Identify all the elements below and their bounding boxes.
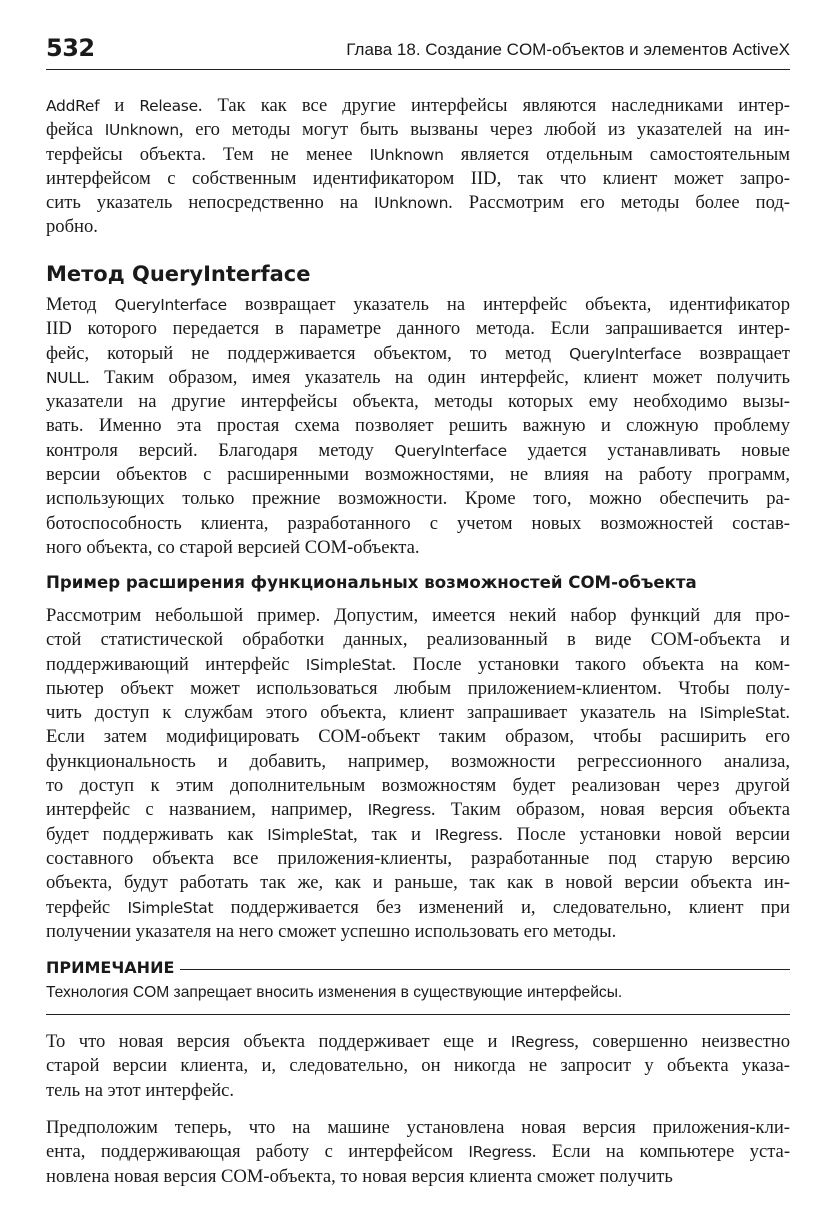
- text-run: и: [99, 95, 140, 116]
- text-run: Рассмотрим небольшой пример. Допустим, имеется некий набор функций для про-: [46, 605, 790, 626]
- page-number: 532: [46, 34, 95, 62]
- text-line: [46, 1030, 790, 1054]
- text-run: Если затем модифицировать COM-объект таким образом, чтобы расширить его: [46, 726, 790, 748]
- text-run: пьютер объект может использоваться любым приложением-клиентом. Чтобы полу-: [46, 677, 790, 699]
- code-identifier: Release: [139, 97, 198, 115]
- text-run: ного объекта, со старой версией COM-объекта.: [46, 536, 420, 558]
- note-text: Технология COM запрещает вносить изменения в существующие интерфейсы.: [46, 984, 623, 1001]
- text-line: [46, 1140, 790, 1164]
- text-run: поддерживающий интерфейс: [46, 653, 306, 675]
- code-identifier: ISimpleStat: [699, 704, 786, 723]
- text-run: . Если на компьютере уста-: [531, 1141, 791, 1163]
- subsection-heading: Пример расширения функциональных возможностей COM-объекта: [46, 573, 697, 592]
- text-run: робно.: [46, 216, 98, 238]
- text-run: контроля версий. Благодаря методу: [46, 439, 395, 461]
- text-line: [46, 1165, 790, 1189]
- text-run: ботоспособность клиента, разработанного с учетом новых возможностей состав-: [46, 512, 790, 534]
- note-box: [46, 958, 790, 1002]
- code-identifier: ISimpleStat: [305, 655, 392, 674]
- text-line: [46, 701, 790, 725]
- text-line: [46, 653, 790, 677]
- text-run: терфейсы объекта. Тем не менее: [46, 143, 370, 165]
- text-line: [46, 191, 790, 215]
- text-run: тель на этот интерфейс.: [46, 1079, 235, 1101]
- text-line: [46, 774, 790, 798]
- text-line: [46, 390, 790, 414]
- text-run: старой версии клиента, и, следовательно, он никогда не запросит у объекта указа-: [46, 1055, 790, 1077]
- text-line: [46, 317, 790, 341]
- text-run: Предположим теперь, что на машине установлена новая версия приложения-кли-: [46, 1117, 790, 1138]
- text-line: [46, 439, 790, 463]
- text-run: фейс, который не поддерживается объектом, то метод: [46, 342, 570, 364]
- text-run: вать. Именно эта простая схема позволяет решить важную и сложную проблему: [46, 415, 790, 437]
- final-paragraph-block: [46, 1116, 790, 1189]
- text-line: [46, 366, 790, 390]
- code-identifier: AddRef: [46, 97, 100, 115]
- text-line: [46, 463, 790, 487]
- code-identifier: IRegress: [468, 1143, 532, 1162]
- text-line: [46, 487, 790, 511]
- text-line: [46, 920, 790, 944]
- text-line: [46, 896, 790, 920]
- text-run: объекта, будут работать так же, как и раньше, так как в новой версии объекта ин-: [46, 872, 790, 894]
- text-run: IID которого передается в параметре данного метода. Если запрашивается интер-: [46, 318, 790, 340]
- text-line: [46, 94, 790, 118]
- code-identifier: ISimpleStat: [127, 898, 214, 917]
- text-line: [46, 342, 790, 366]
- text-run: получении указателя на него сможет успешно использовать его методы.: [46, 920, 617, 942]
- text-line: [46, 293, 790, 317]
- text-run: То что новая версия объекта поддерживает еще и: [46, 1031, 511, 1052]
- code-identifier: QueryInterface: [114, 296, 227, 314]
- text-run: фейса: [46, 119, 105, 141]
- text-run: интерфейсом с собственным идентификатором IID, так что клиент может запро-: [46, 167, 790, 189]
- text-line: [46, 512, 790, 536]
- text-run: новлена новая версия COM-объекта, то новая версия клиента сможет получить: [46, 1165, 673, 1187]
- text-run: возвращает указатель на интерфейс объекта, идентификатор: [226, 294, 790, 315]
- text-run: интерфейс с названием, например,: [46, 799, 368, 821]
- text-run: использующих только прежние возможности. Кроме того, можно обеспечить ра-: [46, 488, 790, 510]
- text-line: [46, 118, 790, 142]
- after-note-paragraph: [46, 1030, 790, 1103]
- section-paragraph: [46, 293, 790, 560]
- text-line: [46, 798, 790, 822]
- running-head: Глава 18. Создание COM-объектов и элементов ActiveX: [346, 40, 790, 59]
- text-run: .: [785, 702, 790, 724]
- code-identifier: QueryInterface: [394, 441, 507, 460]
- text-run: версии объектов с расширенными возможностями, не влияя на работу программ,: [46, 464, 790, 486]
- section-heading: Метод QueryInterface: [46, 262, 311, 286]
- text-line: [46, 725, 790, 749]
- code-identifier: QueryInterface: [569, 344, 682, 363]
- text-run: будет поддерживать как: [46, 823, 268, 845]
- text-line: [46, 536, 790, 560]
- text-line: [46, 1054, 790, 1078]
- section-paragraph-block: [46, 293, 790, 560]
- text-run: . Таким образом, новая версия объекта: [430, 799, 791, 821]
- code-identifier: NULL: [46, 368, 86, 387]
- text-run: , так и: [352, 823, 435, 845]
- text-line: [46, 871, 790, 895]
- text-line: [46, 1116, 790, 1140]
- text-line: [46, 628, 790, 652]
- text-run: поддерживается без изменений и, следовательно, клиент при: [213, 896, 791, 918]
- text-line: [46, 215, 790, 239]
- text-run: является отдельным самостоятельным: [443, 143, 791, 165]
- page-header: [46, 30, 790, 70]
- text-run: чить доступ к службам этого объекта, клиент запрашивает указатель на: [46, 702, 700, 724]
- text-line: [46, 143, 790, 167]
- text-run: сить указатель непосредственно на: [46, 192, 374, 214]
- header-rule: [46, 69, 790, 70]
- intro-paragraph: [46, 94, 790, 240]
- final-paragraph: [46, 1116, 790, 1189]
- example-paragraph: [46, 604, 790, 944]
- after-note-paragraph-block: [46, 1030, 790, 1103]
- code-identifier: IRegress: [367, 801, 431, 820]
- text-run: , совершенно неизвестно: [574, 1031, 790, 1052]
- text-run: функциональность и добавить, например, возможности регрессионного анализа,: [46, 750, 790, 772]
- text-run: ента, поддерживающая работу с интерфейсом: [46, 1141, 469, 1163]
- code-identifier: ISimpleStat: [267, 825, 353, 844]
- text-run: удается устанавливать новые: [506, 439, 790, 461]
- text-run: . Рассмотрим его методы более под-: [448, 192, 790, 214]
- text-run: . Таким образом, имея указатель на один интерфейс, клиент может получить: [85, 366, 790, 388]
- text-run: Метод: [46, 294, 115, 315]
- text-line: [46, 847, 790, 871]
- code-identifier: IRegress: [434, 825, 499, 844]
- text-line: [46, 750, 790, 774]
- text-run: составного объекта все приложения-клиенты, разработанные под старую версию: [46, 847, 790, 869]
- text-line: [46, 823, 790, 847]
- note-bottom-rule: [46, 1014, 790, 1015]
- text-run: . После установки новой версии: [498, 823, 791, 845]
- text-run: стой статистической обработки данных, реализованный в виде COM-объекта и: [46, 629, 790, 651]
- text-run: . Так как все другие интерфейсы являются наследниками интер-: [197, 95, 790, 116]
- code-identifier: IRegress: [510, 1033, 575, 1051]
- text-line: [46, 167, 790, 191]
- text-run: указатели на другие интерфейсы объекта, методы которых ему необходимо вызы-: [46, 391, 790, 413]
- text-run: терфейс: [46, 896, 128, 918]
- example-paragraph-block: [46, 604, 790, 944]
- code-identifier: IUnknown: [104, 121, 179, 140]
- code-identifier: IUnknown: [369, 145, 444, 164]
- note-title: ПРИМЕЧАНИЕ: [46, 958, 180, 977]
- text-line: [46, 414, 790, 438]
- intro-paragraph-block: [46, 94, 790, 240]
- text-run: возвращает: [681, 342, 790, 364]
- code-identifier: IUnknown: [373, 194, 449, 213]
- text-run: , его методы могут быть вызваны через любой из указателей на ин-: [178, 119, 790, 141]
- text-run: . После установки такого объекта на ком-: [391, 653, 790, 675]
- text-line: [46, 1079, 790, 1103]
- text-run: то доступ к этим дополнительным возможностям будет реализован через другой: [46, 775, 790, 797]
- text-line: [46, 604, 790, 628]
- text-line: [46, 677, 790, 701]
